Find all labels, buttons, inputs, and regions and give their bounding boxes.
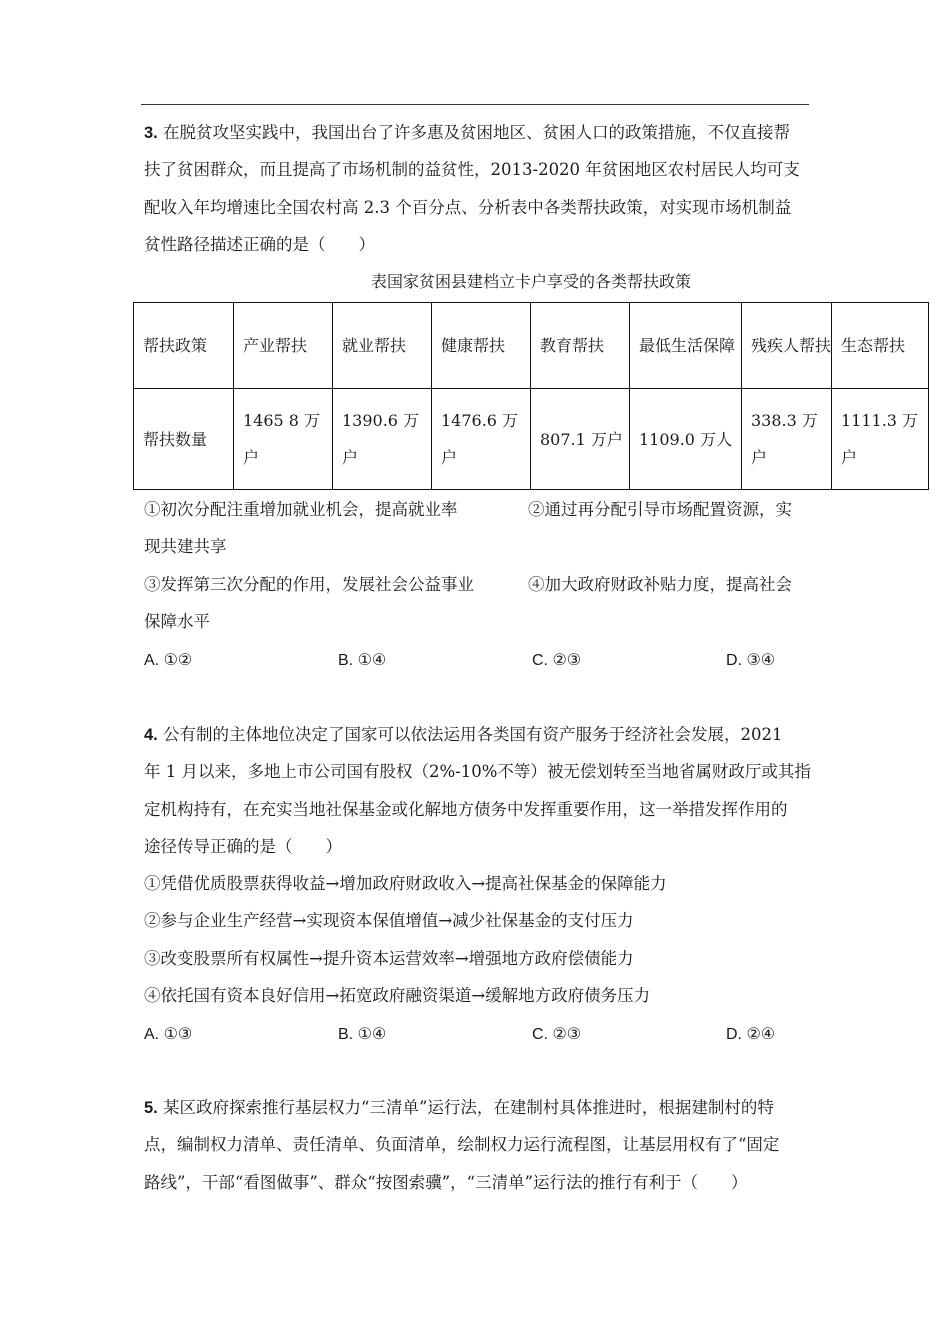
q3-stem-line: 贫性路径描述正确的是（ ） <box>144 234 375 254</box>
table-cell: 帮扶数量 <box>134 389 234 490</box>
q3-answer-b[interactable]: B. ①④ <box>338 652 387 669</box>
q4-answer-b[interactable]: B. ①④ <box>338 1026 387 1043</box>
table-header-cell: 产业帮扶 <box>234 303 333 389</box>
q4-option-4: ④依托国有资本良好信用→拓宽政府融资渠道→缓解地方政府债务压力 <box>144 985 651 1005</box>
q4-stem-line: 年 1 月以来，多地上市公司国有股权（2%-10%不等）被无偿划转至当地省属财政厅或其指 <box>144 762 811 782</box>
q4-answer-a[interactable]: A. ①③ <box>144 1026 193 1043</box>
q3-option-line <box>144 491 809 528</box>
q3-option-line <box>144 566 809 603</box>
q3-option-2-cont: 现共建共享 <box>144 537 227 556</box>
q3-number: 3. <box>144 124 158 142</box>
table-header-cell: 残疾人帮扶 <box>742 303 832 389</box>
q3-policy-table <box>133 302 929 490</box>
q3-stem-line: 扶了贫困群众，而且提高了市场机制的益贫性，2013-2020 年贫困地区农村居民人均可支 <box>144 160 800 180</box>
q4-option-2: ②参与企业生产经营→实现资本保值增值→减少社保基金的支付压力 <box>144 911 634 931</box>
q3-stem-line: 配收入年均增速比全国农村高 2.3 个百分点、分析表中各类帮扶政策，对实现市场机制益 <box>144 197 792 217</box>
q5-stem <box>144 1089 809 1201</box>
q4-answer-c[interactable]: C. ②③ <box>532 1026 582 1043</box>
table-header-cell: 教育帮扶 <box>531 303 630 389</box>
table-cell: 1390.6 万户 <box>333 389 432 490</box>
q4-stem-line: 途径传导正确的是（ ） <box>144 836 342 856</box>
q4-answer-d[interactable]: D. ②④ <box>726 1026 776 1043</box>
q3-table-caption: 表国家贫困县建档立卡户享受的各类帮扶政策 <box>370 272 691 291</box>
q3-option-4: ④加大政府财政补贴力度，提高社会 <box>528 575 792 594</box>
q5-stem-line: 点，编制权力清单、责任清单、负面清单，绘制权力运行流程图，让基层用权有了“固定 <box>144 1135 780 1155</box>
table-cell: 1476.6 万户 <box>432 389 531 490</box>
q3-option-line <box>144 528 809 565</box>
table-header-cell: 最低生活保障 <box>630 303 742 389</box>
table-cell: 1109.0 万人 <box>630 389 742 490</box>
q3-option-4-cont: 保障水平 <box>144 612 210 631</box>
table-cell: 338.3 万户 <box>742 389 832 490</box>
q3-option-1: ①初次分配注重增加就业机会，提高就业率 <box>144 500 458 519</box>
table-cell: 1111.3 万户 <box>832 389 929 490</box>
table-header-row <box>134 303 929 389</box>
q3-option-line <box>144 603 809 640</box>
q4-number: 4. <box>144 726 158 744</box>
table-header-cell: 健康帮扶 <box>432 303 531 389</box>
q5-stem-line: 路线”，干部“看图做事”、群众“按图索骥”，“三清单”运行法的推行有利于（ ） <box>144 1172 748 1192</box>
q3-answer-d[interactable]: D. ③④ <box>726 652 776 669</box>
table-row <box>134 389 929 490</box>
table-cell: 807.1 万户 <box>531 389 630 490</box>
q3-stem <box>144 114 809 263</box>
q3-answer-c[interactable]: C. ②③ <box>532 652 582 669</box>
q5-number: 5. <box>144 1099 158 1117</box>
table-header-cell: 生态帮扶 <box>832 303 929 389</box>
q4-options <box>144 865 809 1014</box>
q4-stem <box>144 716 809 865</box>
q4-stem-line: 定机构持有，在充实当地社保基金或化解地方债务中发挥重要作用，这一举措发挥作用的 <box>144 799 788 819</box>
q4-option-3: ③改变股票所有权属性→提升资本运营效率→增强地方政府偿债能力 <box>144 948 634 968</box>
table-header-cell: 帮扶政策 <box>134 303 234 389</box>
q3-stem-line: 在脱贫攻坚实践中，我国出台了许多惠及贫困地区、贫困人口的政策措施，不仅直接帮 <box>163 123 791 142</box>
q3-option-3: ③发挥第三次分配的作用，发展社会公益事业 <box>144 575 474 594</box>
q5-stem-line: 某区政府探索推行基层权力“三清单”运行法，在建制村具体推进时，根据建制村的特 <box>163 1098 774 1117</box>
q3-answer-a[interactable]: A. ①② <box>144 652 193 669</box>
q4-option-1: ①凭借优质股票获得收益→增加政府财政收入→提高社保基金的保障能力 <box>144 874 667 893</box>
q3-option-2: ②通过再分配引导市场配置资源，实 <box>528 500 792 519</box>
header-rule <box>141 104 809 105</box>
table-header-cell: 就业帮扶 <box>333 303 432 389</box>
q4-stem-line: 公有制的主体地位决定了国家可以依法运用各类国有资产服务于经济社会发展，2021 <box>163 725 783 744</box>
table-cell: 1465 8 万户 <box>234 389 333 490</box>
